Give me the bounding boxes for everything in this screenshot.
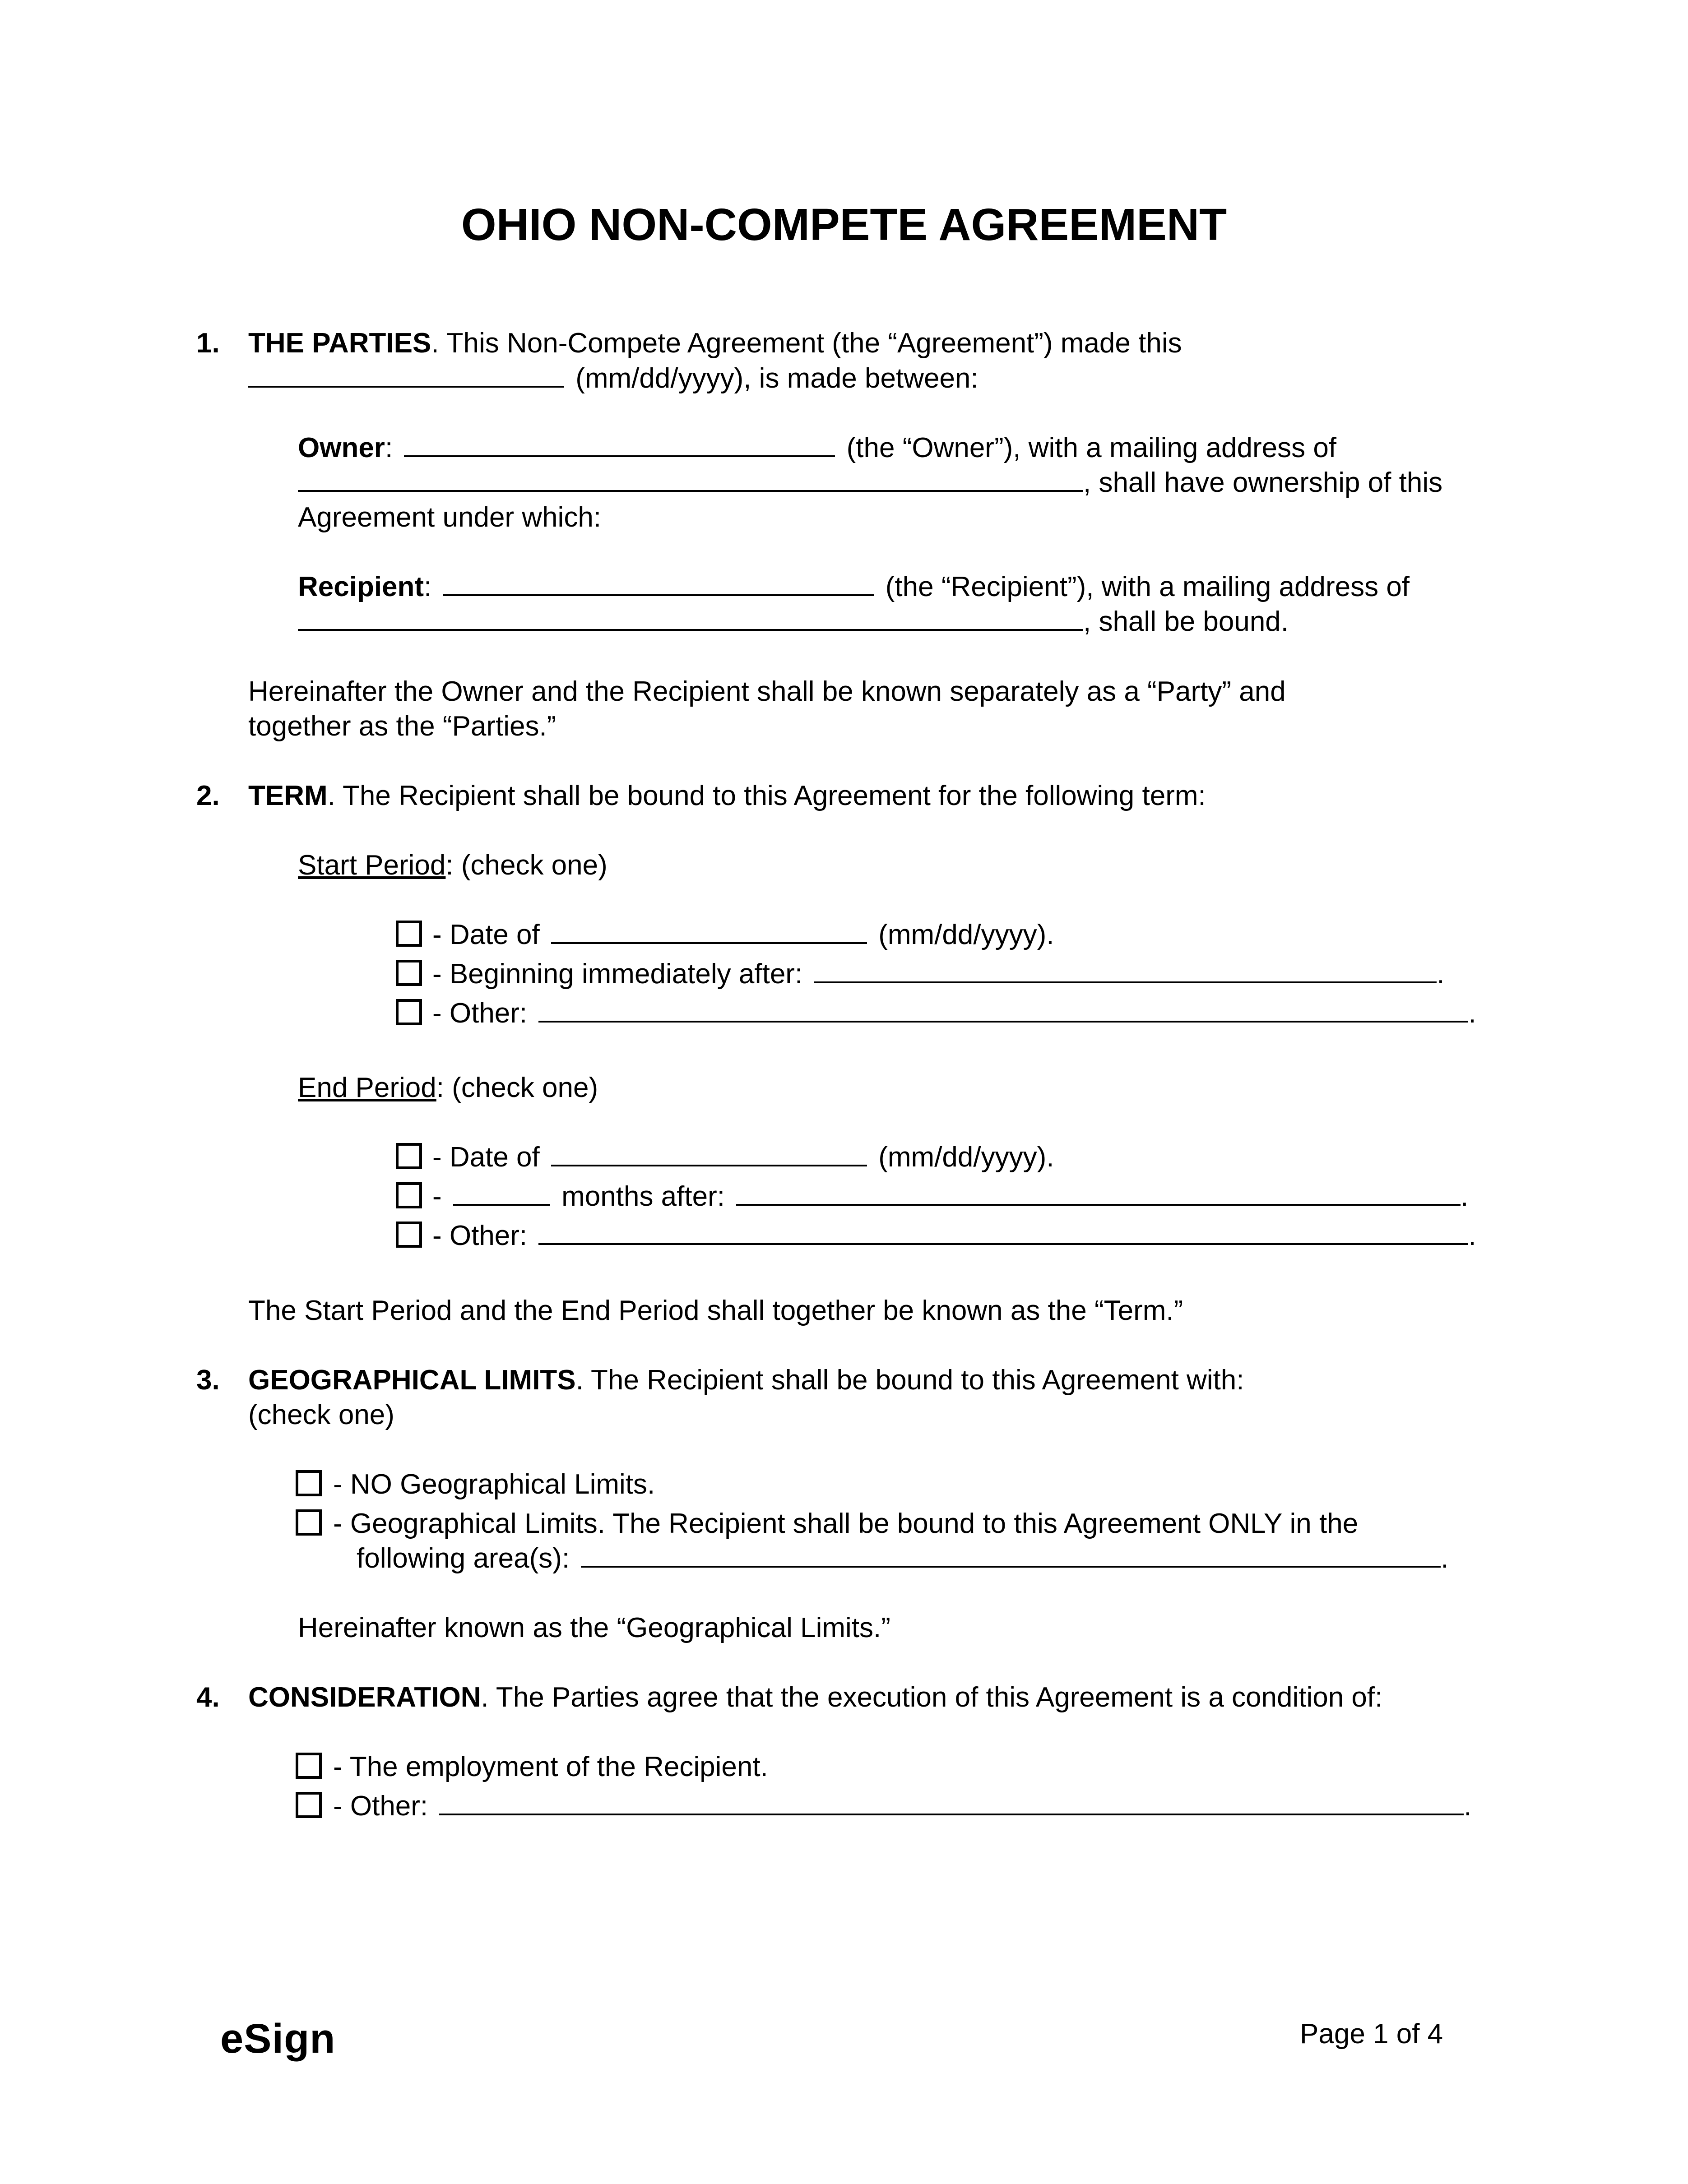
section-4-line1 bbox=[248, 1680, 1382, 1715]
start-option-other bbox=[432, 996, 1476, 1031]
geo-limits-label: - Geographical Limits. The Recipient shall be bound to this Agreement ONLY in the bbox=[333, 1508, 1359, 1539]
end-months-label: months after: bbox=[561, 1181, 725, 1212]
section-1-heading: THE PARTIES bbox=[248, 328, 431, 359]
period: . bbox=[1437, 958, 1445, 990]
recipient-line1 bbox=[298, 569, 1410, 605]
start-date-checkbox[interactable] bbox=[396, 921, 422, 947]
page-number: Page 1 of 4 bbox=[1300, 2018, 1443, 2050]
section-2-text: . The Recipient shall be bound to this Agreement for the following term: bbox=[327, 780, 1206, 811]
owner-line3: Agreement under which: bbox=[298, 502, 602, 533]
recipient-colon: : bbox=[424, 571, 432, 602]
period: . bbox=[1441, 1543, 1449, 1574]
geo-areas-label: following area(s): bbox=[357, 1543, 570, 1574]
start-date-format: (mm/dd/yyyy). bbox=[878, 919, 1054, 950]
owner-address-field[interactable] bbox=[298, 467, 1083, 492]
parties-definition-line1: Hereinafter the Owner and the Recipient shall be known separately as a “Party” and bbox=[248, 676, 1286, 707]
start-other-checkbox[interactable] bbox=[396, 999, 422, 1025]
term-definition: The Start Period and the End Period shall together be known as the “Term.” bbox=[248, 1295, 1183, 1326]
start-immediately-label: - Beginning immediately after: bbox=[432, 958, 803, 990]
employment-checkbox[interactable] bbox=[296, 1753, 322, 1779]
end-period-heading bbox=[298, 1070, 598, 1106]
period: . bbox=[1464, 1791, 1472, 1822]
section-2-line1 bbox=[248, 778, 1206, 814]
end-months-checkbox[interactable] bbox=[396, 1182, 422, 1208]
section-1-line2-text: (mm/dd/yyyy), is made between: bbox=[575, 363, 978, 394]
start-date-field[interactable] bbox=[551, 920, 867, 944]
section-1-number: 1. bbox=[196, 328, 220, 359]
section-3-text: . The Recipient shall be bound to this Agreement with: bbox=[575, 1365, 1244, 1396]
owner-line1 bbox=[298, 430, 1336, 466]
section-3-check-one: (check one) bbox=[248, 1399, 394, 1430]
consideration-other-line bbox=[333, 1789, 1472, 1824]
owner-colon: : bbox=[385, 432, 393, 463]
section-4-heading: CONSIDERATION bbox=[248, 1682, 481, 1713]
geo-areas-field[interactable] bbox=[581, 1543, 1441, 1568]
no-geo-limits-label: - NO Geographical Limits. bbox=[333, 1469, 655, 1500]
end-date-checkbox[interactable] bbox=[396, 1143, 422, 1169]
geo-limits-checkbox[interactable] bbox=[296, 1509, 322, 1536]
owner-name-field[interactable] bbox=[404, 433, 835, 457]
owner-text: (the “Owner”), with a mailing address of bbox=[846, 432, 1337, 463]
section-2-number: 2. bbox=[196, 780, 220, 811]
period: . bbox=[1468, 1220, 1476, 1251]
end-months-count-field[interactable] bbox=[453, 1181, 550, 1206]
end-option-months bbox=[432, 1179, 1468, 1214]
recipient-name-field[interactable] bbox=[443, 572, 874, 596]
geo-limits-line2 bbox=[357, 1541, 1449, 1576]
start-date-label: - Date of bbox=[432, 919, 540, 950]
start-immediately-field[interactable] bbox=[814, 959, 1437, 983]
section-1-line1 bbox=[248, 326, 1182, 361]
section-3-number: 3. bbox=[196, 1365, 220, 1396]
end-option-date bbox=[432, 1140, 1054, 1175]
owner-line2-text: , shall have ownership of this bbox=[1083, 467, 1443, 498]
start-period-instruction: : (check one) bbox=[445, 850, 607, 881]
owner-line2 bbox=[298, 465, 1442, 500]
recipient-label: Recipient bbox=[298, 571, 424, 602]
consideration-other-label: - Other: bbox=[333, 1791, 428, 1822]
end-other-field[interactable] bbox=[538, 1221, 1468, 1245]
document-title: OHIO NON-COMPETE AGREEMENT bbox=[461, 199, 1227, 250]
recipient-line2-text: , shall be bound. bbox=[1083, 606, 1289, 637]
no-geo-limits-checkbox[interactable] bbox=[296, 1470, 322, 1496]
esign-logo: eSign bbox=[220, 2016, 336, 2062]
employment-label: - The employment of the Recipient. bbox=[333, 1751, 768, 1782]
section-3-heading: GEOGRAPHICAL LIMITS bbox=[248, 1365, 576, 1396]
period: . bbox=[1468, 998, 1476, 1029]
parties-definition-line2: together as the “Parties.” bbox=[248, 711, 556, 742]
section-4-text: . The Parties agree that the execution of this Agreement is a condition of: bbox=[481, 1682, 1383, 1713]
start-option-date bbox=[432, 917, 1054, 953]
end-other-label: - Other: bbox=[432, 1220, 528, 1251]
end-months-after-field[interactable] bbox=[736, 1181, 1461, 1206]
end-months-dash: - bbox=[432, 1181, 442, 1212]
start-option-immediately bbox=[432, 957, 1445, 992]
start-period-heading bbox=[298, 848, 607, 883]
recipient-address-field[interactable] bbox=[298, 606, 1083, 631]
recipient-line2 bbox=[298, 604, 1289, 639]
period: . bbox=[1461, 1181, 1469, 1212]
start-immediately-checkbox[interactable] bbox=[396, 960, 422, 986]
end-date-field[interactable] bbox=[551, 1142, 867, 1166]
start-other-field[interactable] bbox=[538, 998, 1468, 1023]
start-period-label: Start Period bbox=[298, 850, 446, 881]
section-4-number: 4. bbox=[196, 1682, 220, 1713]
section-2-heading: TERM bbox=[248, 780, 328, 811]
section-1-line2 bbox=[248, 361, 978, 396]
agreement-date-field[interactable] bbox=[248, 363, 564, 388]
end-other-checkbox[interactable] bbox=[396, 1222, 422, 1248]
end-period-label: End Period bbox=[298, 1072, 436, 1103]
geo-limits-definition: Hereinafter known as the “Geographical Limits.” bbox=[298, 1612, 890, 1643]
start-other-label: - Other: bbox=[432, 998, 528, 1029]
end-option-other bbox=[432, 1218, 1476, 1254]
section-3-line1 bbox=[248, 1363, 1244, 1398]
consideration-other-checkbox[interactable] bbox=[296, 1792, 322, 1818]
recipient-text: (the “Recipient”), with a mailing address of bbox=[885, 571, 1410, 602]
end-period-instruction: : (check one) bbox=[436, 1072, 598, 1103]
consideration-other-field[interactable] bbox=[439, 1791, 1464, 1815]
owner-label: Owner bbox=[298, 432, 385, 463]
end-date-format: (mm/dd/yyyy). bbox=[878, 1142, 1054, 1173]
section-1-text: . This Non-Compete Agreement (the “Agreement”) made this bbox=[431, 328, 1182, 359]
end-date-label: - Date of bbox=[432, 1142, 540, 1173]
